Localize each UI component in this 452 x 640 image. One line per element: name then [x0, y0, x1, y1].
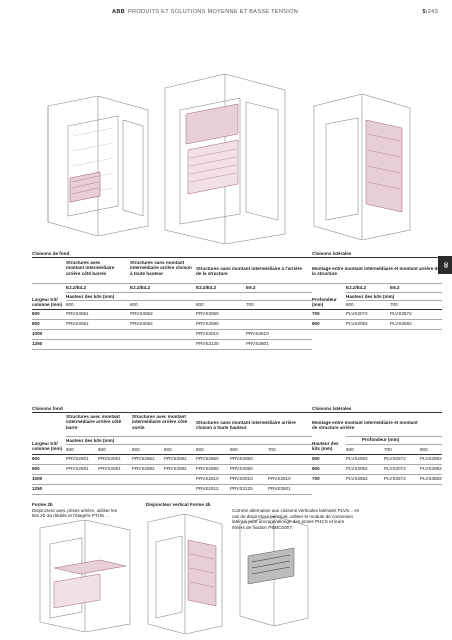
- table-cell: PRVS2581: [66, 466, 89, 471]
- table1-height: 700: [390, 302, 398, 307]
- table1-code: E6.2: [390, 285, 400, 290]
- table-row: 1000: [32, 331, 43, 336]
- table-cell: PRVS3080: [230, 466, 253, 471]
- page-total: /243: [425, 9, 438, 15]
- section-tab-label: 09: [442, 262, 448, 268]
- table-row: 600: [312, 466, 320, 471]
- table-row: 600: [32, 456, 40, 461]
- note-line: étriers de fixation PBMC0007.: [232, 524, 294, 530]
- table2-height: 500: [196, 447, 204, 452]
- note-line: Comme alternative aux cloisons verticales latérales PLVS... en: [232, 508, 360, 513]
- table2-right-height: 700: [384, 447, 392, 452]
- table2-height: 600: [98, 447, 106, 452]
- rule: [346, 444, 442, 445]
- table1-height: 600: [346, 302, 354, 307]
- table-cell: PLVS3092: [420, 466, 442, 471]
- table2-right-height: 500: [346, 447, 354, 452]
- table2-col-head: Montage entre montant intermédiaire et montant de structure arrière: [312, 420, 418, 431]
- table2-kit-height-label: Hauteur des kits (mm): [66, 438, 115, 443]
- table-cell: PLVS3092: [346, 321, 368, 326]
- table-cell: PRVS2561: [66, 456, 89, 461]
- table1-code: E2.2/E4.2: [346, 285, 367, 290]
- table2-left-title: Cloisons fond: [32, 406, 63, 411]
- rule: [32, 484, 442, 485]
- table1-code: E2.2/E4.2: [66, 285, 87, 290]
- table2-right-title: Cloisons latérales: [312, 406, 352, 411]
- table-cell: PRVS2512: [196, 486, 219, 491]
- table2-depth-sub: Profondeur (mm): [362, 437, 400, 442]
- table1-col-head: Structures sans montant intermédiaire arrière cloison à toute hauteur: [130, 260, 192, 276]
- table-cell: PRVS3080: [196, 321, 219, 326]
- table-cell: PLVS3572: [384, 476, 406, 481]
- table1-height: 600: [130, 302, 138, 307]
- table-row: 800: [32, 466, 40, 471]
- table-cell: PRVS2560: [196, 456, 219, 461]
- table1-height: 700: [246, 302, 254, 307]
- table1-height: 600: [66, 302, 74, 307]
- table2-col-head: Structures avec montant intermédiaire arrière côté sortie: [132, 414, 188, 430]
- caption-title: Disjoncteur vertical Forme 4b: [146, 502, 211, 507]
- table1-col-head: Structures sans montant intermédiaire à l'arrière de la structure: [196, 266, 303, 277]
- cabinet-drawing-icon: [234, 516, 314, 626]
- table1-col-head: Structures avec montant intermédiaire arrière côté barres: [66, 260, 115, 276]
- table-row: 500: [312, 456, 320, 461]
- table-row: 1250: [32, 486, 43, 491]
- rule: [66, 436, 312, 437]
- table-row: 700: [312, 476, 320, 481]
- table-cell: PLVS3072: [346, 311, 368, 316]
- rule: [32, 412, 442, 413]
- table2-col-head: Structures avec montant intermédiaire arrière côté barre: [66, 414, 122, 430]
- table-cell: PLVS2572: [384, 456, 406, 461]
- table1-kit-height-label: Hauteur des kits (mm): [66, 294, 115, 299]
- table2-height: 700: [268, 447, 276, 452]
- table-cell: PRVS3010: [230, 476, 253, 481]
- table1-depth-label: Profondeur (mm): [312, 297, 337, 308]
- table-cell: PLVS2552: [346, 456, 368, 461]
- page-current: 5: [422, 9, 426, 15]
- table1-row-label: Largeur Kit/ colonne (mm): [32, 297, 63, 308]
- table1-code: E6.2: [246, 285, 256, 290]
- table-cell: PLVS3052: [346, 466, 368, 471]
- table2-height: 500: [66, 447, 74, 452]
- table-row: 800: [32, 321, 40, 326]
- table2-height: 600: [164, 447, 172, 452]
- table-cell: PRVS3062: [130, 311, 153, 316]
- table2-right-height: 900: [420, 447, 428, 452]
- table2-row-label: Largeur Kit/ colonne (mm): [32, 441, 63, 452]
- note-line: latérale pour ancrage/allonge des prises PHCS et leurs: [232, 519, 345, 525]
- table-cell: PRVS3060: [196, 311, 219, 316]
- illustration-forme-2b: [30, 520, 140, 632]
- rule: [32, 464, 442, 465]
- table-cell: PRVS3081: [98, 466, 121, 471]
- note-line: cas de disjoncteur principal, utiliser le module de connexion: [232, 513, 354, 519]
- table-cell: PRVS3060: [230, 456, 253, 461]
- table1-kit-height-label: Hauteur des kits (mm): [346, 294, 395, 299]
- table1-code: E2.2/E4.2: [130, 285, 151, 290]
- table-cell: PRVS2582: [132, 466, 155, 471]
- table-cell: PLVS3592: [420, 476, 442, 481]
- cabinet-drawing-icon: [30, 520, 140, 632]
- table-row: 700: [312, 311, 320, 316]
- illustration-side-connection: [234, 516, 314, 626]
- caption-forme-2b: [32, 502, 117, 519]
- table1-col-head: Montage entre montant intermédiaire et montant arrière de la structure: [312, 266, 440, 277]
- table-cell: PRVS3510: [246, 331, 269, 336]
- table1-code: E2.2/E4.2: [196, 285, 217, 290]
- table2-height: 500: [132, 447, 140, 452]
- table2-col-head: Structures sans montant intermédiaire arrière cloison à toute hauteur: [196, 420, 296, 431]
- table-cell: PRVS3082: [164, 466, 187, 471]
- caption-text: Disjoncteur avec prises arrière, utiliser les: [32, 507, 118, 513]
- table-cell: PLVS3072: [384, 466, 406, 471]
- illustration-forme-4b: [140, 514, 230, 634]
- table1-right-title: Cloisons latérales: [312, 251, 352, 256]
- caption-title: Forme 2b: [32, 502, 53, 507]
- table-cell: PRVS2510: [196, 476, 219, 481]
- table-cell: PRVS3501: [246, 341, 269, 346]
- brand-logo: ABB: [112, 9, 126, 15]
- table2-height: 600: [230, 447, 238, 452]
- table-row: 900: [312, 321, 320, 326]
- table1-height: 600: [196, 302, 204, 307]
- table-cell: PRVS3081: [66, 321, 89, 326]
- table-cell: PRVS3010: [196, 331, 219, 336]
- rule: [32, 494, 312, 495]
- rule: [32, 454, 442, 455]
- caption-forme-4b: [146, 502, 211, 508]
- table-cell: PRVS3061: [98, 456, 121, 461]
- header-title: PRODUITS ET SOLUTIONS MOYENNE ET BASSE TENSION: [128, 9, 299, 15]
- table-cell: PRVS3125: [196, 341, 219, 346]
- table-cell: PRVS2562: [132, 456, 155, 461]
- table-cell: PLVS3572: [390, 311, 412, 316]
- table2-depth-head: Hauteur des kits (mm): [312, 441, 339, 452]
- table-cell: PLVS3592: [390, 321, 412, 326]
- table-cell: PLVS2592: [420, 456, 442, 461]
- table1-left-title: Cloisons de fond: [32, 251, 70, 256]
- cabinet-drawing-icon: [140, 514, 230, 634]
- rule: [32, 474, 442, 475]
- table-row: 1250: [32, 341, 43, 346]
- table-cell: PRVS2580: [196, 466, 219, 471]
- table-cell: PRVS3082: [130, 321, 153, 326]
- table-cell: PRVS3501: [268, 486, 291, 491]
- table-row: 1000: [32, 476, 43, 481]
- table-cell: PRVS3062: [164, 456, 187, 461]
- note-side-connection: [232, 508, 428, 530]
- table-row: 600: [32, 311, 40, 316]
- table-cell: PLVS3552: [346, 476, 368, 481]
- table-cell: PRVS3061: [66, 311, 89, 316]
- table-cell: PRVS3125: [230, 486, 253, 491]
- caption-text: kits 2b-3a dédiés et l'étagère PTHS ...: [32, 513, 110, 519]
- rule: [66, 444, 312, 445]
- table-cell: PRVS3510: [268, 476, 291, 481]
